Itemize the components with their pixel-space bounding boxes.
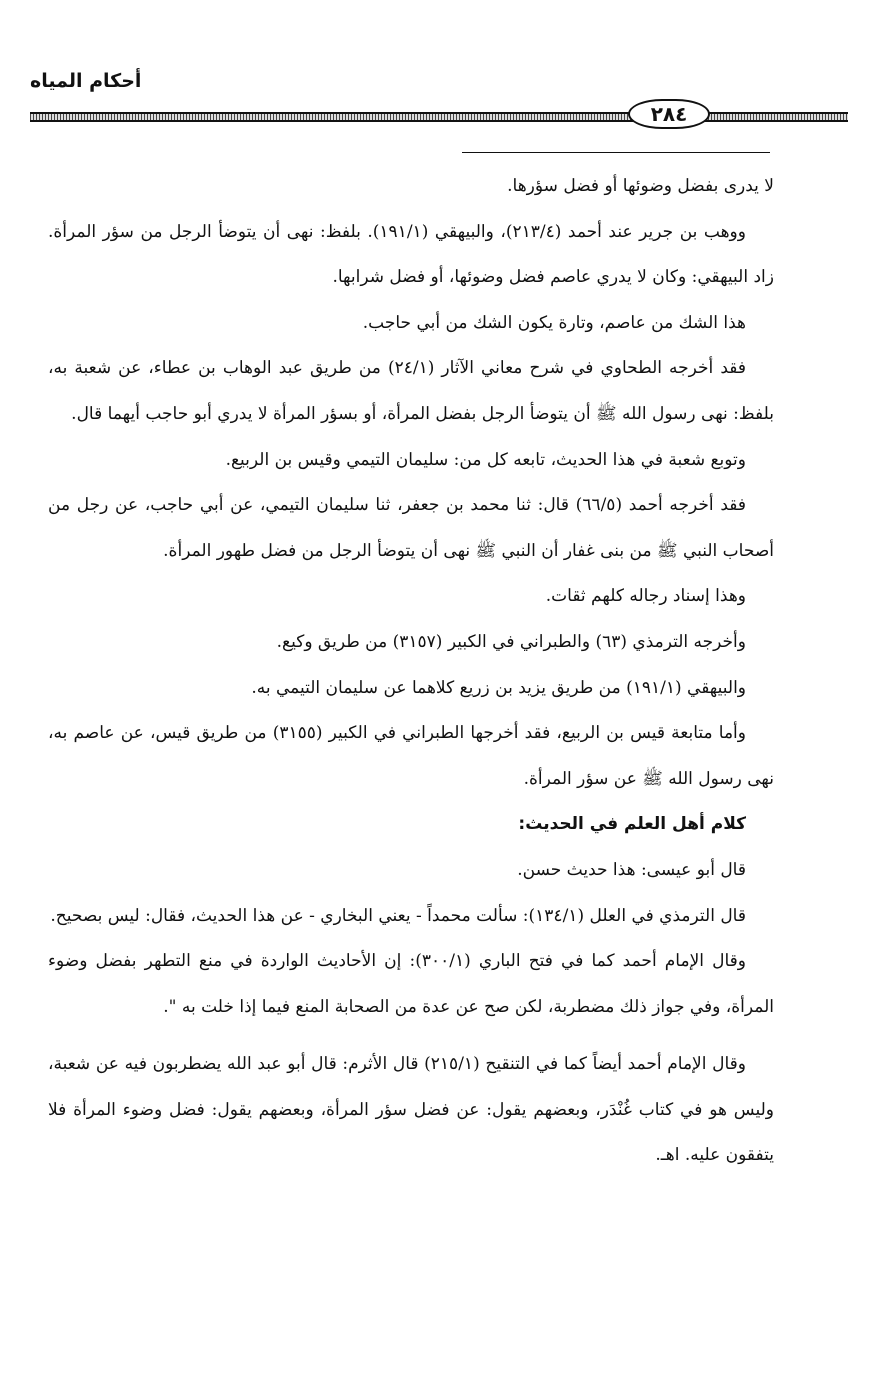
paragraph: وأما متابعة قيس بن الربيع، فقد أخرجها الطبراني في الكبير (٣١٥٥) من طريق قيس، عن عاصم به، نهى رسول الله ﷺ عن سؤر المرأة. <box>48 723 774 789</box>
paragraph: هذا الشك من عاصم، وتارة يكون الشك من أبي حاجب. <box>362 312 746 333</box>
paragraph: فقد أخرجه أحمد (٦٦/٥) قال: ثنا محمد بن جعفر، ثنا سليمان التيمي، عن أبي حاجب، عن رجل من أصحاب النبي ﷺ من بنى غفار أن النبي ﷺ نهى أن يتوضأ الرجل من فضل طهور المرأة. <box>48 495 774 561</box>
paragraph: فقد أخرجه الطحاوي في شرح معاني الآثار (٢٤/١) من طريق عبد الوهاب بن عطاء، عن شعبة به، بلفظ: نهى رسول الله ﷺ أن يتوضأ الرجل بفضل المرأة، أو بسؤر المرأة لا يدري أبو حاجب أيهما قال. <box>48 358 774 424</box>
running-title: أحكام المياه <box>30 70 142 92</box>
page-number: ٢٨٤ <box>628 99 710 129</box>
paragraph: والبيهقي (١٩١/١) من طريق يزيد بن زريع كلاهما عن سليمان التيمي به. <box>251 677 746 698</box>
paragraph: وهذا إسناد رجاله كلهم ثقات. <box>545 586 746 607</box>
body-text <box>48 164 774 1179</box>
paragraph: لا يدرى بفضل وضوئها أو فضل سؤرها. <box>507 176 774 196</box>
paragraph: قال أبو عيسى: هذا حديث حسن. <box>517 859 746 880</box>
section-heading: كلام أهل العلم في الحديث: <box>518 814 746 835</box>
paragraph: ووهب بن جرير عند أحمد (٢١٣/٤)، والبيهقي (١٩١/١). بلفظ: نهى أن يتوضأ الرجل من سؤر المرأة. زاد البيهقي: وكان لا يدري عاصم فضل وضوئها، أو فضل شرابها. <box>48 221 774 288</box>
paragraph: وأخرجه الترمذي (٦٣) والطبراني في الكبير (٣١٥٧) من طريق وكيع. <box>276 631 746 652</box>
paragraph: وقال الإمام أحمد كما في فتح الباري (٣٠٠/١): إن الأحاديث الواردة في منع التطهر بفضل وضوء المرأة، وفي جواز ذلك مضطربة، لكن صح عن عدة من الصحابة المنع فيما إذا خلت به ". <box>48 951 774 1017</box>
footnote-rule <box>462 152 770 153</box>
header-rule <box>30 112 848 122</box>
paragraph: وقال الإمام أحمد أيضاً كما في التنقيح (٢١٥/١) قال الأثرم: قال أبو عبد الله يضطربون فيه عن شعبة، وليس هو في كتاب غُنْدَر، وبعضهم يقول: عن فضل سؤر المرأة، وبعضهم يقول: فضل وضوء المرأة فلا يتفقون عليه. اهـ. <box>48 1054 774 1166</box>
paragraph: وتوبع شعبة في هذا الحديث، تابعه كل من: سليمان التيمي وقيس بن الربيع. <box>225 449 746 470</box>
paragraph: قال الترمذي في العلل (١٣٤/١): سألت محمداً - يعني البخاري - عن هذا الحديث، فقال: ليس بصحيح. <box>50 905 746 926</box>
